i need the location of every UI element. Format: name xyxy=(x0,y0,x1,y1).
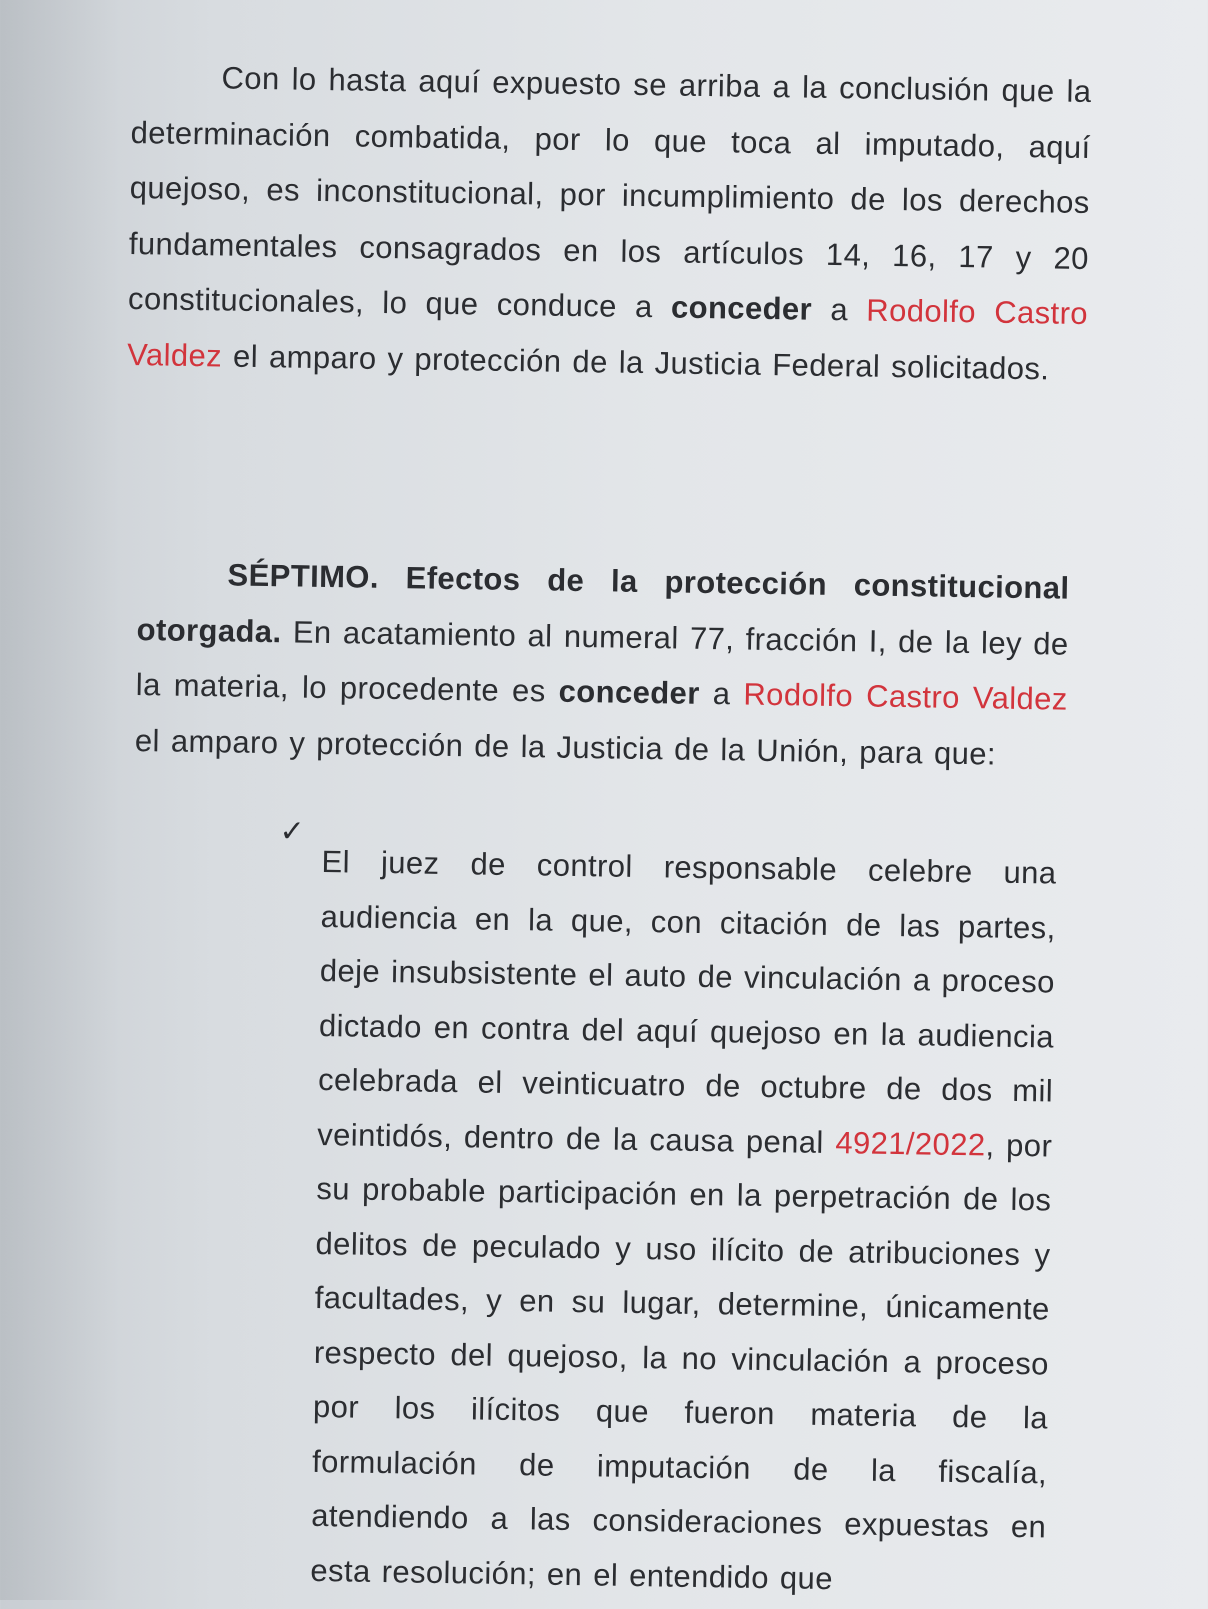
bullet-list-item xyxy=(310,835,1057,1609)
checkmark-icon: ✓ xyxy=(279,814,305,849)
highlighted-name: Rodolfo Castro Valdez xyxy=(743,676,1068,717)
paragraph-conclusion xyxy=(127,49,1092,397)
bold-verb: conceder xyxy=(670,289,813,327)
bold-verb: conceder xyxy=(558,673,700,711)
case-number: 4921/2022 xyxy=(835,1124,986,1162)
paragraph-text: Con lo hasta aquí expuesto se arriba a la conclusión que la determinación combatida, por lo que toca al imputado, aquí quejoso, es inconstitucional, por incumplimiento de los derechos fundamentales consagrados en los artículos 14, 16, 17 y 20 constitucionales, lo que conduce a xyxy=(127,60,1092,325)
paragraph-text: En acatamiento al numeral 77, fracción I, de la ley de la materia, lo procedente es xyxy=(135,613,1069,709)
paragraph-text: , por su probable participación en la perpetración de los delitos de peculado y uso ilícito de atribuciones y facultades, y en su lugar, determine, únicamente respecto del quejoso, la no vinculación a proceso por los ilícitos que fueron materia de la formulación de imputación de la fiscalía, atendiendo a las consideraciones expuestas en esta resolución; en el entendido que xyxy=(310,1126,1053,1596)
section-heading: SÉPTIMO. Efectos de la protección constitucional otorgada. xyxy=(136,557,1070,649)
paragraph-text: el amparo y protección de la Justicia Federal solicitados. xyxy=(221,337,1050,386)
paragraph-text: a xyxy=(811,291,867,328)
highlighted-name: Rodolfo Castro Valdez xyxy=(126,292,1089,373)
paragraph-text: el amparo y protección de la Justicia de la Unión, para que: xyxy=(134,722,997,771)
paragraph-text: a xyxy=(699,675,744,712)
paragraph-effects xyxy=(135,546,1070,783)
paragraph-text: El juez de control responsable celebre una audiencia en la que, con citación de las partes, deje insubsistente el auto de vinculación a proceso dictado en contra del aquí quejoso en la audiencia celebrada el veinticuatro de octubre de dos mil veintidós, dentro de la causa penal xyxy=(317,843,1057,1160)
page-shadow xyxy=(0,0,120,1600)
